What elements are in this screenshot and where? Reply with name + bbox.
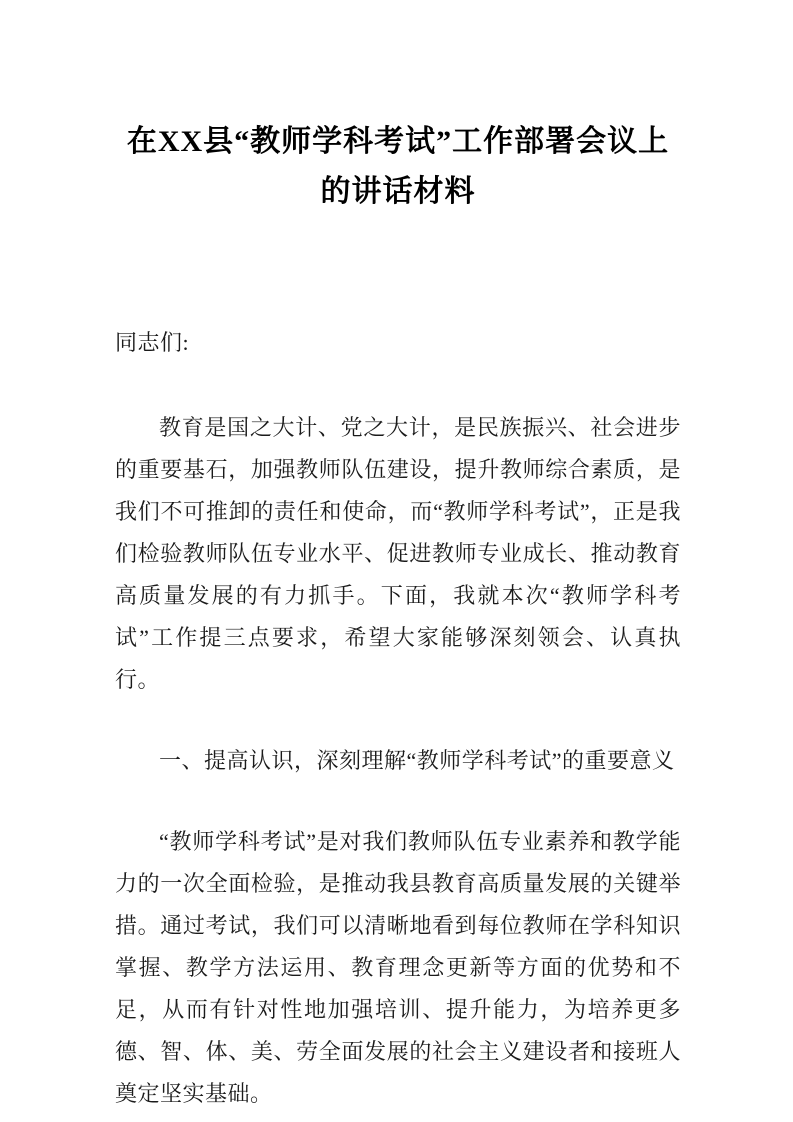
document-title	[115, 117, 681, 217]
paragraph-1: 教育是国之大计、党之大计，是民族振兴、社会进步的重要基石，加强教师队伍建设，提升教师综合素质，是我们不可推卸的责任和使命，而“教师学科考试”，正是我们检验教师队伍专业水平、促进教师专业成长、推动教育高质量发展的有力抓手。下面，我就本次“教师学科考试”工作提三点要求，希望大家能够深刻领会、认真执行。	[115, 415, 681, 692]
paragraph-2: “教师学科考试”是对我们教师队伍专业素养和教学能力的一次全面检验，是推动我县教育高质量发展的关键举措。通过考试，我们可以清晰地看到每位教师在学科知识掌握、教学方法运用、教育理念更新等方面的优势和不足，从而有针对性地加强培训、提升能力，为培养更多德、智、体、美、劳全面发展的社会主义建设者和接班人奠定坚实基础。	[115, 829, 681, 1106]
document-title-line-1: 在XX县“教师学科考试”工作部署会议上	[126, 125, 670, 158]
document-body	[115, 0, 681, 1115]
section-heading-1: 一、提高认识，深刻理解“教师学科考试”的重要意义	[159, 748, 675, 773]
document-title-line-2: 的讲话材料	[320, 175, 476, 208]
salutation: 同志们:	[115, 330, 190, 355]
